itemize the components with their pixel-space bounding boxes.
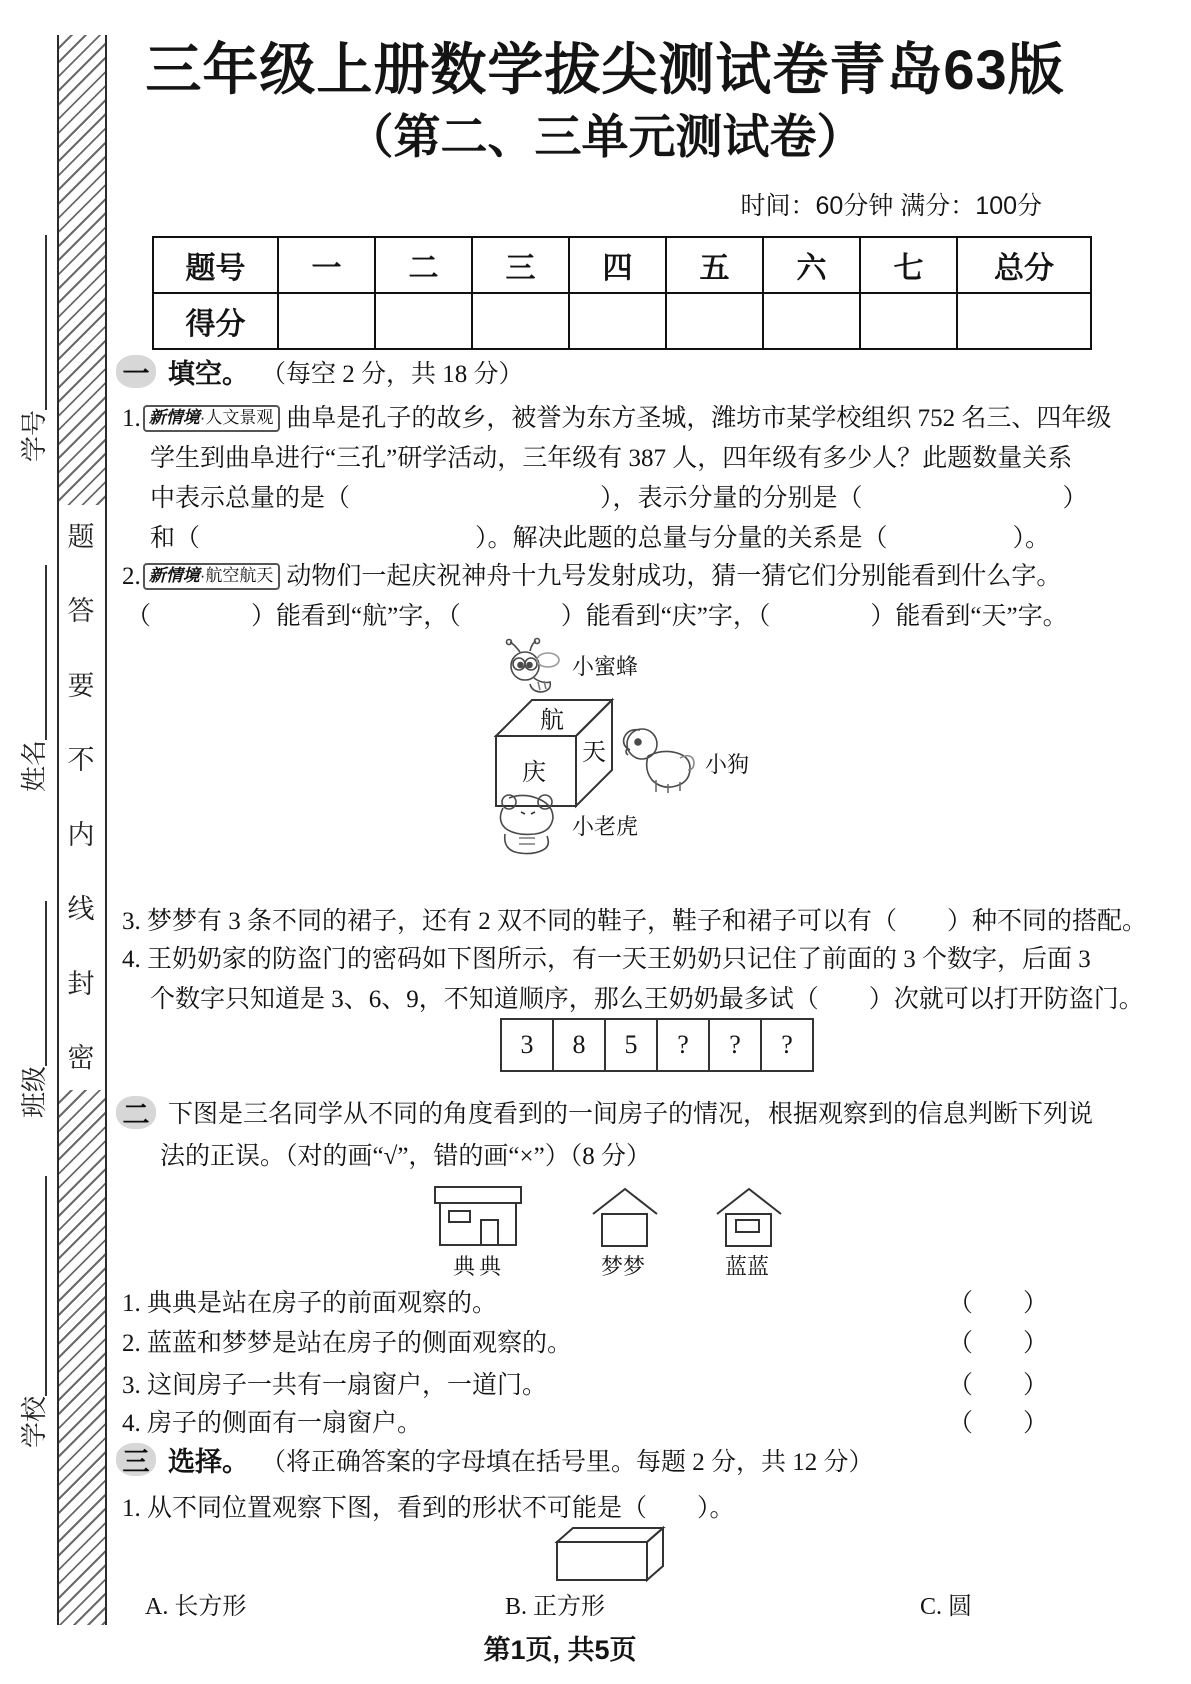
seal-char: 线 bbox=[67, 894, 95, 925]
section-three-marker: 三 bbox=[116, 1443, 156, 1476]
name-label: 姓名 bbox=[20, 739, 49, 792]
s1-q3: 3. 梦梦有 3 条不同的裙子，还有 2 双不同的鞋子，鞋子和裙子可以有（ ）种不同的搭配。 bbox=[122, 908, 1148, 935]
statement-number: 3. bbox=[122, 1372, 141, 1399]
s3-q1-number: 1. bbox=[122, 1495, 141, 1522]
house-front-image bbox=[432, 1185, 524, 1247]
seal-char: 题 bbox=[67, 522, 95, 552]
header-cell: 七 bbox=[860, 237, 957, 293]
option-a: A. 长方形 bbox=[145, 1594, 247, 1620]
section-two-marker: 二 bbox=[116, 1096, 156, 1129]
score-cell bbox=[472, 293, 569, 349]
statement-text: 房子的侧面有一扇窗户。 bbox=[147, 1410, 423, 1437]
statement-number: 2. bbox=[122, 1330, 141, 1357]
password-cell: 8 bbox=[552, 1018, 606, 1072]
tiger-label: 小老虎 bbox=[572, 814, 639, 839]
s1-q4-line1: 4. 王奶奶家的防盗门的密码如下图所示，有一天王奶奶只记住了前面的 3 个数字，后面 3 bbox=[122, 946, 1091, 973]
seal-hatch-bottom bbox=[59, 1090, 105, 1625]
score-table-header-row bbox=[153, 237, 1091, 293]
seal-char: 答 bbox=[67, 596, 95, 627]
seal-text-column bbox=[56, 515, 106, 1075]
name-field bbox=[14, 542, 51, 792]
school-blank bbox=[16, 1176, 47, 1396]
cuboid-image bbox=[555, 1526, 673, 1584]
section-one-marker: 一 bbox=[116, 355, 156, 388]
section-one-note: （每空 2 分，共 18 分） bbox=[261, 360, 524, 388]
s1-q1-line1: 1. 新情境·人文景观 曲阜是孔子的故乡，被誉为东方圣城，潍坊市某学校组织 752 名三、四年级 bbox=[122, 405, 1112, 432]
house-side-image bbox=[592, 1186, 658, 1247]
student-id-blank bbox=[16, 235, 47, 410]
statement-text: 蓝蓝和梦梦是站在房子的侧面观察的。 bbox=[147, 1330, 573, 1357]
house-side-window-image bbox=[716, 1186, 782, 1247]
header-cell: 三 bbox=[472, 237, 569, 293]
section-two-line1: 下图是三名同学从不同的角度看到的一间房子的情况，根据观察到的信息判断下列说 bbox=[168, 1101, 1094, 1128]
score-cell bbox=[763, 293, 860, 349]
cube-top-face-label: 航 bbox=[540, 708, 564, 734]
section-one-title: 填空。 bbox=[168, 359, 249, 389]
statement-row bbox=[122, 1403, 1048, 1439]
q2-number: 2. bbox=[122, 563, 141, 590]
house-label-lanlan: 蓝蓝 bbox=[725, 1254, 770, 1279]
score-cell bbox=[666, 293, 763, 349]
header-cell: 总分 bbox=[957, 237, 1091, 293]
seal-char: 封 bbox=[67, 968, 95, 999]
header-cell: 二 bbox=[375, 237, 472, 293]
password-cell: ? bbox=[708, 1018, 762, 1072]
statement-number: 4. bbox=[122, 1410, 141, 1437]
dog-image bbox=[618, 722, 700, 794]
school-label: 学校 bbox=[20, 1395, 49, 1448]
q3-number: 3. bbox=[122, 908, 141, 935]
header-cell: 六 bbox=[763, 237, 860, 293]
answer-paren: （ ） bbox=[947, 1330, 1048, 1357]
score-row-label: 得分 bbox=[153, 293, 278, 349]
statement-row bbox=[122, 1283, 1048, 1319]
section-two-line2: 法的正误。（对的画“√”，错的画“×”）（8 分） bbox=[160, 1143, 651, 1170]
cube-front-face-label: 庆 bbox=[522, 760, 546, 786]
new-context-badge: 新情境·人文景观 bbox=[143, 405, 281, 432]
option-c: C. 圆 bbox=[920, 1594, 973, 1620]
header-cell: 五 bbox=[666, 237, 763, 293]
student-id-label: 学号 bbox=[20, 409, 49, 462]
score-cell bbox=[375, 293, 472, 349]
header-cell: 一 bbox=[278, 237, 375, 293]
bee-image bbox=[500, 638, 564, 696]
q4-number: 4. bbox=[122, 946, 141, 973]
s1-q1-line2: 学生到曲阜进行“三孔”研学活动，三年级有 387 人，四年级有多少人？此题数量关系 bbox=[150, 445, 1073, 472]
section-three-title: 选择。 bbox=[168, 1447, 249, 1477]
statement-row bbox=[122, 1365, 1048, 1401]
score-table bbox=[152, 236, 1092, 350]
score-cell bbox=[569, 293, 666, 349]
s1-q2-line1: 2. 新情境·航空航天 动物们一起庆祝神舟十九号发射成功，猜一猜它们分别能看到什么字。 bbox=[122, 563, 1062, 590]
header-cell: 四 bbox=[569, 237, 666, 293]
score-table-score-row bbox=[153, 293, 1091, 349]
statement-row bbox=[122, 1323, 1048, 1359]
dog-label: 小狗 bbox=[705, 752, 750, 777]
answer-paren: （ ） bbox=[947, 1372, 1048, 1399]
tiger-image bbox=[495, 790, 567, 856]
password-cell: 5 bbox=[604, 1018, 658, 1072]
score-cell bbox=[278, 293, 375, 349]
password-strip bbox=[500, 1018, 814, 1072]
house-label-diandian: 典典 bbox=[453, 1254, 506, 1279]
header-cell: 题号 bbox=[153, 237, 278, 293]
student-id-field bbox=[14, 212, 51, 462]
q1-number: 1. bbox=[122, 405, 141, 432]
password-cell: ? bbox=[760, 1018, 814, 1072]
answer-paren: （ ） bbox=[947, 1410, 1048, 1437]
s1-q2-line2: （ ）能看到“航”字，（ ）能看到“庆”字，（ ）能看到“天”字。 bbox=[126, 603, 1068, 630]
s1-q4-line2: 个数字只知道是 3、6、9，不知道顺序，那么王奶奶最多试（ ）次就可以打开防盗门。 bbox=[150, 986, 1144, 1013]
new-context-badge: 新情境·航空航天 bbox=[143, 563, 281, 590]
password-cell: ? bbox=[656, 1018, 710, 1072]
score-cell bbox=[957, 293, 1091, 349]
school-field bbox=[14, 1148, 51, 1448]
exam-meta: 时间：60分钟 满分：100分 bbox=[740, 192, 1042, 220]
s3-q1: 1. 从不同位置观察下图，看到的形状不可能是（ ）。 bbox=[122, 1495, 735, 1522]
password-cell: 3 bbox=[500, 1018, 554, 1072]
name-blank bbox=[16, 565, 47, 740]
cube-right-face-label: 天 bbox=[582, 740, 606, 766]
option-b: B. 正方形 bbox=[505, 1594, 606, 1620]
statement-text: 这间房子一共有一扇窗户，一道门。 bbox=[147, 1372, 548, 1399]
page-title: 三年级上册数学拔尖测试卷青岛63版 bbox=[145, 38, 1065, 101]
statement-text: 典典是站在房子的前面观察的。 bbox=[147, 1290, 498, 1317]
section-three-header bbox=[116, 1440, 874, 1479]
bee-label: 小蜜蜂 bbox=[572, 654, 639, 679]
answer-paren: （ ） bbox=[947, 1290, 1048, 1317]
seal-char: 要 bbox=[67, 670, 95, 701]
page-number: 第1页, 共5页 bbox=[483, 1635, 637, 1665]
section-one-header bbox=[116, 352, 524, 391]
page-subtitle: （第二、三单元测试卷） bbox=[346, 110, 864, 163]
seal-char: 不 bbox=[67, 745, 95, 776]
class-blank bbox=[16, 901, 47, 1066]
seal-char: 内 bbox=[67, 819, 95, 850]
class-field bbox=[14, 878, 51, 1118]
seal-char: 密 bbox=[67, 1042, 95, 1073]
score-cell bbox=[860, 293, 957, 349]
s1-q1-line4: 和（ ）。解决此题的总量与分量的关系是（ ）。 bbox=[150, 525, 1051, 552]
statement-number: 1. bbox=[122, 1290, 141, 1317]
section-two-header bbox=[116, 1094, 1093, 1130]
seal-hatch-top bbox=[59, 35, 105, 505]
class-label: 班级 bbox=[20, 1065, 49, 1118]
s1-q1-line3: 中表示总量的是（ ），表示分量的分别是（ ） bbox=[150, 485, 1088, 512]
house-label-mengmeng: 梦梦 bbox=[601, 1254, 646, 1279]
section-three-note: （将正确答案的字母填在括号里。每题 2 分，共 12 分） bbox=[261, 1448, 874, 1476]
